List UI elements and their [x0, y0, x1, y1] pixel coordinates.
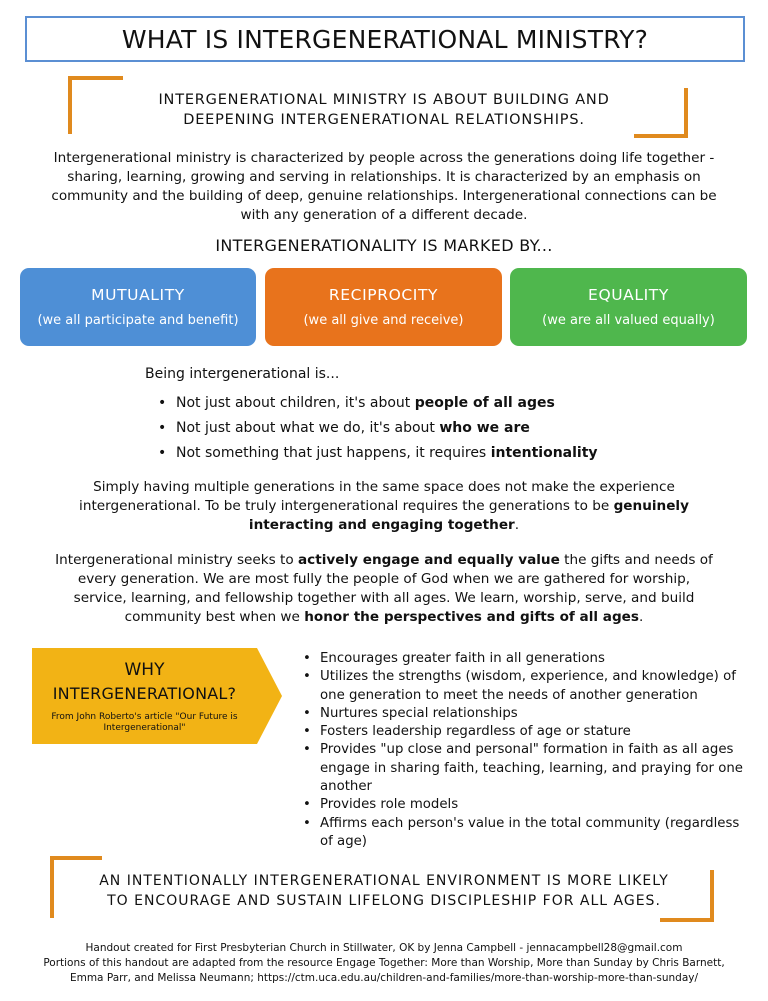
simply-line3 [22, 516, 746, 535]
seeks-bold: actively engage and equally value [298, 552, 560, 568]
list-item: • Fosters leadership regardless of age or stature [303, 723, 755, 741]
footer-line2: Portions of this handout are adapted from the resource Engage Together: More than Worship, More than Sunday by Chris Barnett, [43, 957, 725, 969]
intro-line: with any generation of a different decade. [240, 207, 528, 223]
simply-line2-bold: genuinely [613, 498, 689, 514]
bottom-callout [0, 871, 768, 911]
bullet-text: Not something that just happens, it requires [176, 445, 491, 461]
pillar-subtitle: (we are all valued equally) [542, 313, 715, 328]
seeks-line2: every generation. We are most fully the people of God when we are gathered for worship, [77, 571, 691, 587]
pillar-subtitle: (we all give and receive) [303, 313, 464, 328]
simply-line1: Simply having multiple generations in the same space does not make the experience [93, 479, 675, 495]
seeks-text: community best when we [124, 609, 305, 625]
seeks-line4 [22, 608, 746, 627]
why-title: WHY [124, 660, 165, 680]
pillar-equality [510, 268, 747, 346]
bullet-text: Not just about children, it's about [176, 395, 415, 411]
bullet-text: Not just about what we do, it's about [176, 420, 440, 436]
list-item: • Affirms each person's value in the total community (regardless of age) [303, 815, 755, 852]
seeks-line3: service, learning, and fellowship together with all ages. We learn, worship, serve, and build [73, 590, 695, 606]
seeks-paragraph [22, 551, 746, 627]
seeks-line1 [22, 551, 746, 570]
why-subtitle: INTERGENERATIONAL? [52, 684, 237, 703]
being-intro: Being intergenerational is... [145, 366, 340, 382]
bullet-bold: who we are [439, 420, 530, 436]
seeks-bold: honor the perspectives and gifts of all ages [304, 609, 639, 625]
list-item: • Nurtures special relationships [303, 705, 755, 723]
top-callout-line1: INTERGENERATIONAL MINISTRY IS ABOUT BUILDING AND [158, 92, 610, 108]
seeks-text: Intergenerational ministry seeks to [55, 552, 298, 568]
simply-line2-text: intergenerational. To be truly intergenerational requires the generations to be [79, 498, 614, 514]
list-item: • Utilizes the strengths (wisdom, experience, and knowledge) of one generation to meet the needs of another generation [303, 668, 755, 705]
list-item [158, 441, 598, 466]
footer [20, 941, 748, 986]
simply-paragraph [22, 478, 746, 535]
pillar-reciprocity [265, 268, 502, 346]
list-item: • Provides role models [303, 796, 755, 814]
footer-line3: Emma Parr, and Melissa Neumann; https://ctm.uca.edu.au/children-and-families/more-than-worship-more-than-sunday/ [69, 972, 699, 984]
why-source: From John Roberto's article "Our Future is Intergenerational" [51, 712, 238, 733]
being-list [158, 391, 598, 466]
intro-line: community and the building of deep, genuine relationships. Intergenerational connections can be [51, 188, 717, 204]
seeks-text: . [639, 609, 644, 625]
bottom-callout-line1: AN INTENTIONALLY INTERGENERATIONAL ENVIRONMENT IS MORE LIKELY [99, 873, 669, 889]
top-callout [0, 90, 768, 130]
marked-by-heading: INTERGENERATIONALITY IS MARKED BY... [215, 236, 553, 255]
simply-line2 [22, 497, 746, 516]
intro-paragraph [22, 149, 746, 225]
pillar-mutuality [20, 268, 256, 346]
list-item [158, 391, 598, 416]
pillar-subtitle: (we all participate and benefit) [37, 313, 239, 328]
intro-line: sharing, learning, growing and serving in relationships. It is characterized by an emphasis on [67, 169, 701, 185]
page-title: WHAT IS INTERGENERATIONAL MINISTRY? [121, 24, 649, 54]
bullet-bold: intentionality [490, 445, 598, 461]
list-item: • Provides "up close and personal" formation in faith as all ages engage in sharing faith, teaching, learning, and praying for one another [303, 741, 755, 796]
bottom-callout-line2: TO ENCOURAGE AND SUSTAIN LIFELONG DISCIPLESHIP FOR ALL AGES. [107, 893, 661, 909]
bullet-bold: people of all ages [414, 395, 555, 411]
simply-line3-end: . [514, 517, 520, 533]
pillar-title: RECIPROCITY [328, 286, 439, 304]
simply-line3-bold: interacting and engaging together [248, 517, 515, 533]
benefits-list [303, 650, 755, 851]
pillar-title: MUTUALITY [91, 286, 185, 304]
top-callout-line2: DEEPENING INTERGENERATIONAL RELATIONSHIPS. [183, 112, 585, 128]
seeks-text: the gifts and needs of [559, 552, 713, 568]
title-box [25, 16, 745, 62]
footer-line1: Handout created for First Presbyterian Church in Stillwater, OK by Jenna Campbell - jennacampbell28@gmail.com [85, 942, 683, 954]
list-item: • Encourages greater faith in all generations [303, 650, 755, 668]
intro-line: Intergenerational ministry is characterized by people across the generations doing life together - [53, 150, 715, 166]
pillar-title: EQUALITY [588, 286, 669, 304]
list-item [158, 416, 598, 441]
